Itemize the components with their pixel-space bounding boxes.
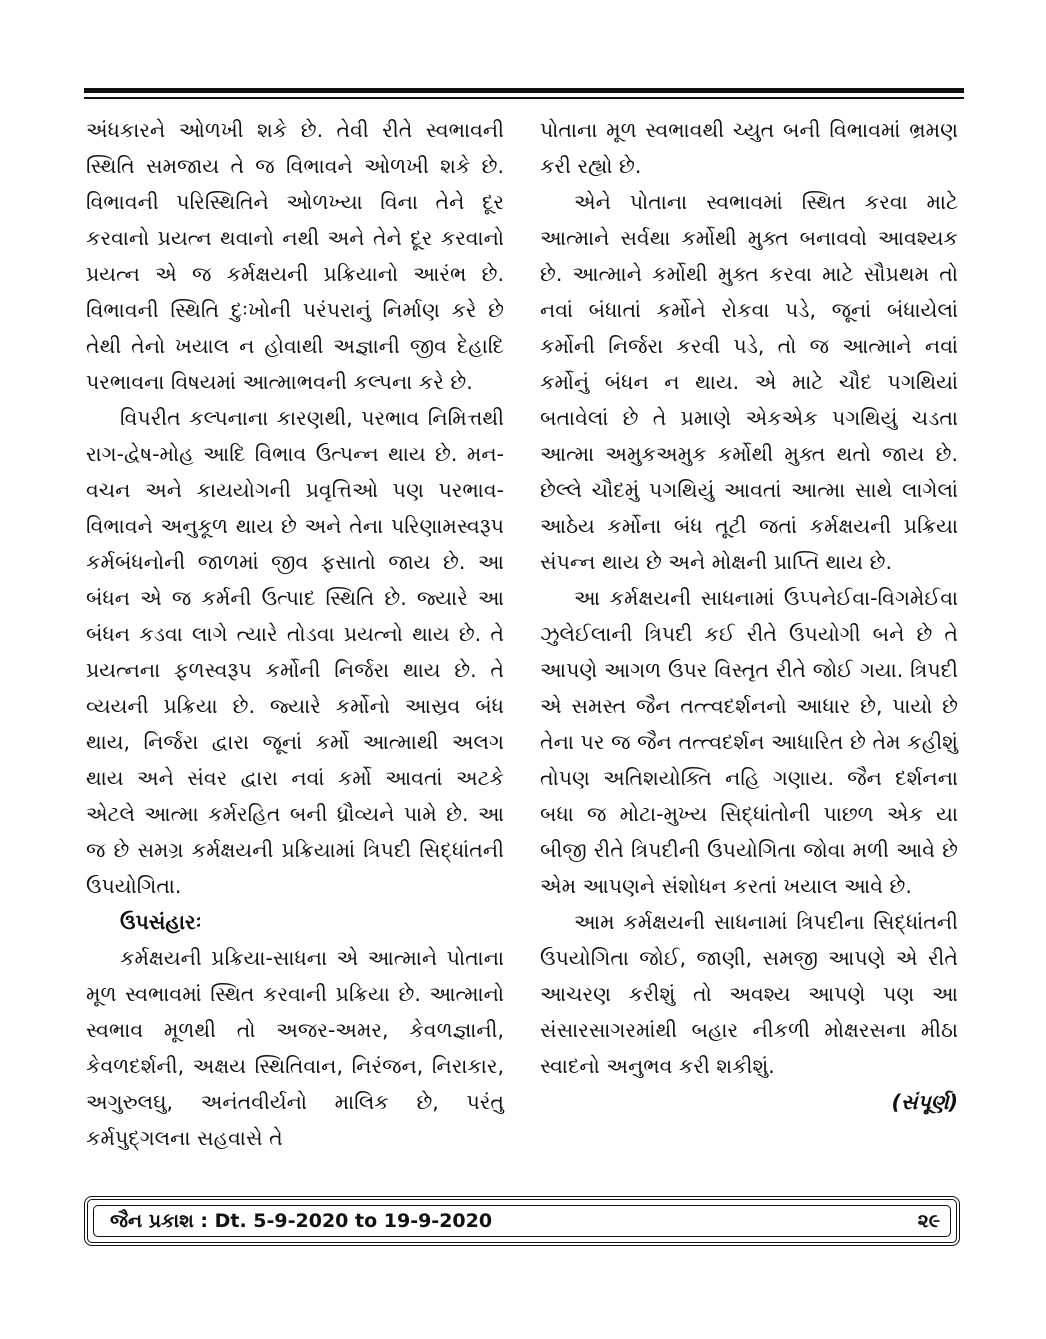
- left-paragraph-2: વિપરીત કલ્પનાના કારણથી, પરભાવ નિમિત્તથી રાગ-દ્વેષ-મોહ આદિ વિભાવ ઉત્પન્ન થાય છે. મન-વચન અને કાયયોગની પ્રવૃત્તિઓ પણ પરભાવ-વિભાવને અનુકૂળ થાય છે અને તેના પરિણામસ્વરૂપ કર્મબંધનોની જાળમાં જીવ ફસાતો જાય છે. આ બંધન એ જ કર્મની ઉત્પાદ સ્થિતિ છે. જ્યારે આ બંધન કડવા લાગે ત્યારે તોડવા પ્રયત્નો થાય છે. તે પ્રયત્નના ફળસ્વરૂપ કર્મોની નિર્જરા થાય છે. તે વ્યયની પ્રક્રિયા છે. જ્યારે કર્મોનો આસ્રવ બંધ થાય, નિર્જરા દ્વારા જૂનાં કર્મો આત્માથી અલગ થાય અને સંવર દ્વારા નવાં કર્મો આવતાં અટકે એટલે આત્મા કર્મરહિત બની ધ્રૌવ્યને પામે છે. આ જ છે સમગ્ર કર્મક્ષયની પ્રક્રિયામાં ત્રિપદી સિદ્ધાંતની ઉપયોગિતા.: [86, 406, 504, 898]
- left-column: [86, 112, 504, 1156]
- end-note: (સંપૂર્ણ): [891, 1090, 958, 1114]
- right-paragraph-2: એને પોતાના સ્વભાવમાં સ્થિત કરવા માટે આત્માને સર્વથા કર્મોથી મુક્ત બનાવવો આવશ્યક છે. આત્માને કર્મોથી મુક્ત કરવા માટે સૌપ્રથમ તો નવાં બંધાતાં કર્મોને રોકવા પડે, જૂનાં બંધાયેલાં કર્મોની નિર્જરા કરવી પડે, તો જ આત્માને નવાં કર્મોનું બંધન ન થાય. એ માટે ચૌદ પગથિયાં બતાવેલાં છે તે પ્રમાણે એકએક પગથિયું ચડતા આત્મા અમુકઅમુક કર્મોથી મુક્ત થતો જાય છે. છેલ્લે ચૌદમું પગથિયું આવતાં આત્મા સાથે લાગેલાં આઠેય કર્મોના બંધ તૂટી જતાં કર્મક્ષયની પ્રક્રિયા સંપન્ન થાય છે અને મોક્ષની પ્રાપ્તિ થાય છે.: [540, 190, 958, 574]
- section-heading: ઉપસંહારઃ: [120, 910, 202, 934]
- page-number: ૨૯: [917, 1210, 940, 1232]
- left-paragraph-3: કર્મક્ષયની પ્રક્રિયા-સાધના એ આત્માને પોતાના મૂળ સ્વભાવમાં સ્થિત કરવાની પ્રક્રિયા છે. આત્માનો સ્વભાવ મૂળથી તો અજર-અમર, કેવળજ્ઞાની, કેવળદર્શની, અક્ષય સ્થિતિવાન, નિરંજન, નિરાકાર, અગુરુલઘુ, અનંતવીર્યનો માલિક છે, પરંતુ કર્મપુદ્‌ગલના સહવાસે તે: [86, 946, 504, 1150]
- left-paragraph-1: અંધકારને ઓળખી શકે છે. તેવી રીતે સ્વભાવની સ્થિતિ સમજાય તે જ વિભાવને ઓળખી શકે છે. વિભાવની પરિસ્થિતિને ઓળખ્યા વિના તેને દૂર કરવાનો પ્રયત્ન થવાનો નથી અને તેને દૂર કરવાનો પ્રયત્ન એ જ કર્મક્ષયની પ્રક્રિયાનો આરંભ છે. વિભાવની સ્થિતિ દુઃખોની પરંપરાનું નિર્માણ કરે છે તેથી તેનો ખયાલ ન હોવાથી અજ્ઞાની જીવ દેહાદિ પરભાવના વિષયમાં આત્માભવની કલ્પના કરે છે.: [86, 118, 504, 394]
- footer-bar: [84, 1196, 960, 1246]
- publication-info: જૈન પ્રકાશ : Dt. 5-9-2020 to 19-9-2020: [110, 1210, 493, 1232]
- right-paragraph-1: પોતાના મૂળ સ્વભાવથી ચ્યુત બની વિભાવમાં ભ્રમણ કરી રહ્યો છે.: [540, 118, 958, 178]
- right-paragraph-4: આમ કર્મક્ષયની સાધનામાં ત્રિપદીના સિદ્ધાંતની ઉપયોગિતા જોઈ, જાણી, સમજી આપણે એ રીતે આચરણ કરીશું તો અવશ્ય આપણે પણ આ સંસારસાગરમાંથી બહાર નીકળી મોક્ષરસના મીઠા સ્વાદનો અનુભવ કરી શકીશું.: [540, 910, 958, 1078]
- top-rule-thick: [84, 88, 964, 93]
- right-paragraph-3: આ કર્મક્ષયની સાધનામાં ઉપ્પનેઈવા-વિગમેઈવા ઝુલેઈલાની ત્રિપદી કઈ રીતે ઉપયોગી બને છે તે આપણે આગળ ઉપર વિસ્તૃત રીતે જોઈ ગયા. ત્રિપદી એ સમસ્ત જૈન તત્ત્વદર્શનનો આધાર છે, પાયો છે તેના પર જ જૈન તત્ત્વદર્શન આધારિત છે તેમ કહીશું તોપણ અતિશયોક્તિ નહિ ગણાય. જૈન દર્શનના બધા જ મોટા-મુખ્ય સિદ્ધાંતોની પાછળ એક યા બીજી રીતે ત્રિપદીની ઉપયોગિતા જોવા મળી આવે છે એમ આપણને સંશોધન કરતાં ખયાલ આવે છે.: [540, 586, 958, 898]
- right-column: [540, 112, 958, 1120]
- top-rule-thin: [84, 97, 964, 99]
